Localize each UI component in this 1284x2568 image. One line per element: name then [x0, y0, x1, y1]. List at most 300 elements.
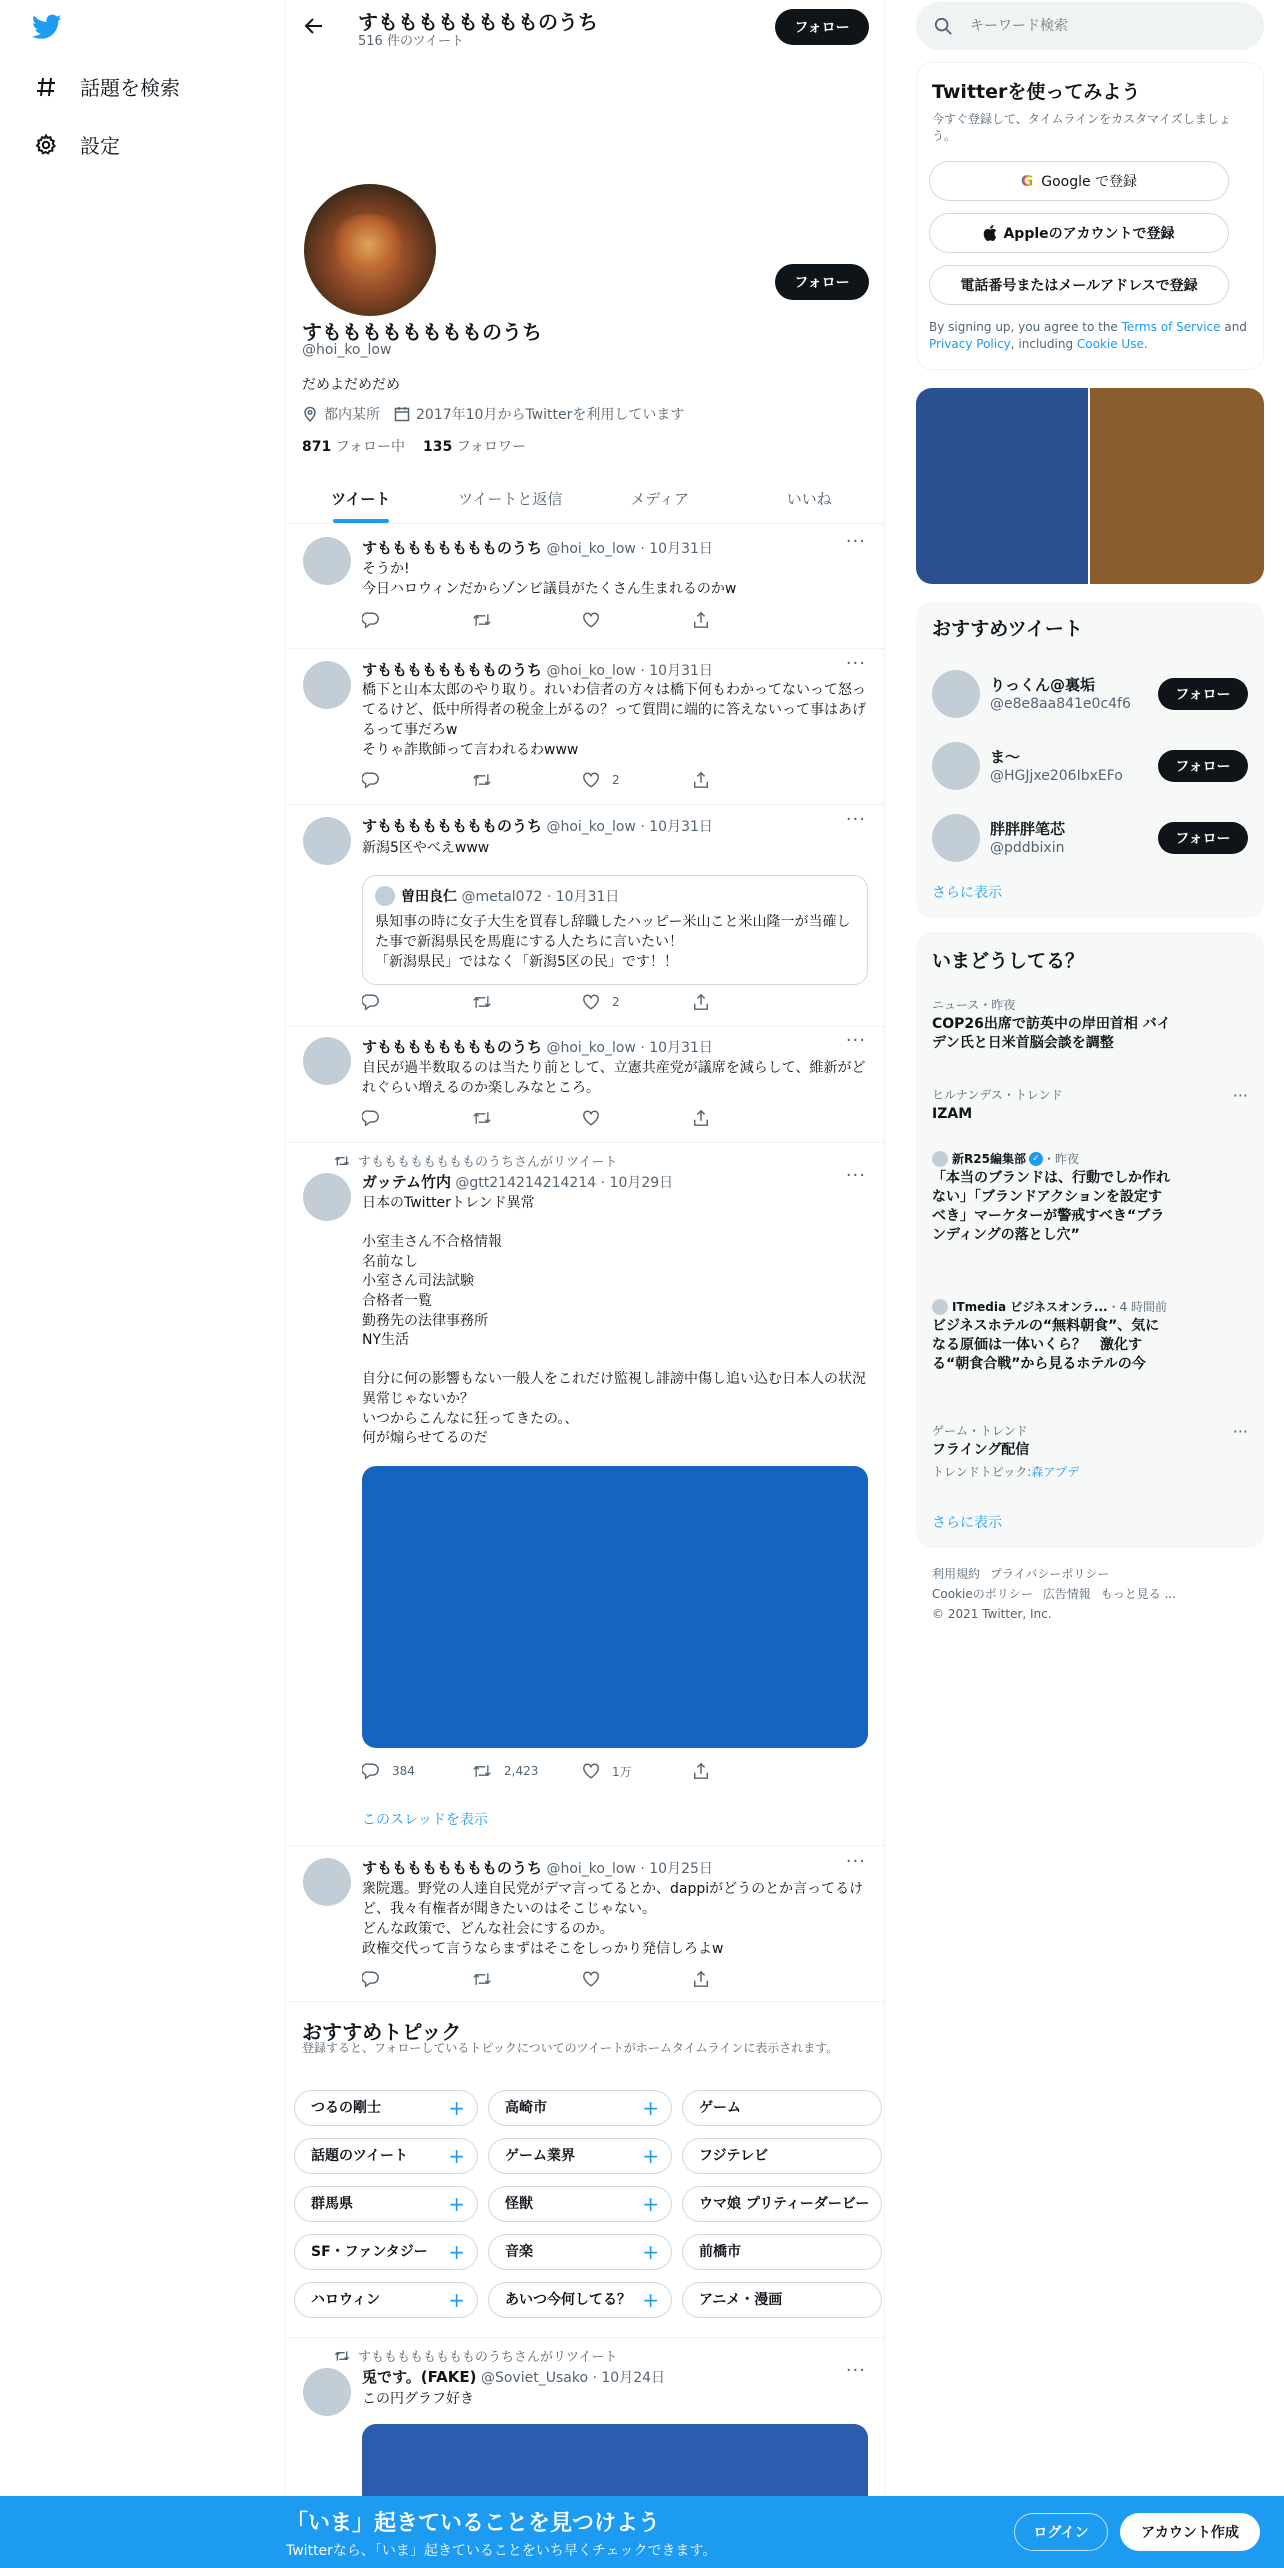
- trend-title: COP26出席で訪英中の岸田首相 バイデン氏と日米首脳会談を調整: [932, 1016, 1171, 1051]
- quote-avatar: [375, 886, 395, 906]
- like-count: 2: [612, 773, 620, 787]
- like-button[interactable]: [582, 771, 692, 789]
- share-button[interactable]: [692, 611, 802, 629]
- search-input[interactable]: [970, 14, 1240, 38]
- topic-chip[interactable]: [488, 2138, 672, 2174]
- topics-title: おすすめトピック: [302, 2020, 462, 2044]
- profile-name: すもももももももものうち: [302, 320, 542, 344]
- retweet-button[interactable]: [472, 1762, 582, 1780]
- profile-location: 都内某所: [324, 407, 380, 423]
- back-arrow-icon[interactable]: [304, 16, 324, 40]
- reply-button[interactable]: [362, 771, 472, 789]
- quote-text: 県知事の時に女子大生を買春し辞職したハッピー米山こと米山隆一が当確した事で新潟県民を馬鹿にする人たちに言いたい！ 「新潟県民」ではなく「新潟5区の民」です！！: [375, 914, 851, 970]
- trends-title: いまどうしてる？: [932, 950, 1085, 972]
- footer-links: [932, 1564, 1252, 1624]
- trend-topic-link[interactable]: 森アプデ: [1031, 1465, 1080, 1479]
- reply-icon: [362, 1109, 380, 1127]
- share-icon: [692, 1109, 710, 1127]
- recommended-title: おすすめツイート: [932, 618, 1083, 640]
- plus-icon[interactable]: +: [642, 2240, 659, 2264]
- plus-icon[interactable]: +: [448, 2288, 465, 2312]
- retweet-button[interactable]: [472, 1109, 582, 1127]
- trend-meta: ニュース・昨夜: [932, 998, 1016, 1012]
- share-icon: [692, 1762, 710, 1780]
- topic-chip[interactable]: [488, 2090, 672, 2126]
- apple-icon: [983, 225, 997, 241]
- bottom-signup-bar: [0, 2496, 1284, 2568]
- profile-bio: だめよだめだめ: [302, 377, 400, 393]
- signup-panel: [916, 62, 1264, 370]
- header-tweet-count: 516 件のツイート: [358, 34, 465, 49]
- trend-item[interactable]: [932, 1298, 1248, 1374]
- footer-cookie-link[interactable]: Cookieのポリシー: [932, 1587, 1033, 1601]
- retweet-icon: [472, 1970, 492, 1988]
- retweet-label: [334, 1151, 617, 1170]
- user-follow-button[interactable]: フォロー: [1158, 678, 1248, 710]
- like-button[interactable]: [582, 1970, 692, 1988]
- trends-more-link[interactable]: さらに表示: [932, 1515, 1002, 1531]
- topic-label: ゲーム: [699, 2100, 741, 2116]
- media-thumb[interactable]: [916, 388, 1088, 584]
- trend-meta: [932, 1298, 1248, 1315]
- retweet-icon: [334, 2349, 350, 2363]
- user-avatar[interactable]: [932, 742, 980, 790]
- share-icon: [692, 611, 710, 629]
- trend-meta: ヒルナンデス・トレンド: [932, 1088, 1063, 1102]
- like-count: 2: [612, 995, 620, 1009]
- tweet-text: 衆院選。野党の人達自民党がデマ言ってるとか、dappiがどうのとか言ってるけど、我々有権者が聞きたいのはそこじゃない。 どんな政策で、どんな社会にするのか。 政権交代って言うならまずはそこをしっかり発信しろよw: [362, 1881, 864, 1957]
- google-icon: G: [1020, 172, 1034, 190]
- reply-icon: [362, 1970, 380, 1988]
- topic-label: 怪獣: [505, 2196, 533, 2212]
- tab-tweets[interactable]: ツイート: [286, 478, 436, 523]
- topic-label: 前橋市: [699, 2244, 741, 2260]
- user-handle: @e8e8aa841e0c4f6: [990, 696, 1131, 712]
- profile-stats: [302, 436, 526, 456]
- tweet-handle: @hoi_ko_low: [546, 663, 636, 679]
- topic-chip[interactable]: [682, 2090, 882, 2126]
- tweet-card[interactable]: [286, 649, 884, 805]
- plus-icon[interactable]: +: [448, 2192, 465, 2216]
- retweet-button[interactable]: [472, 611, 582, 629]
- phone-signup-label: 電話番号またはメールアドレスで登録: [960, 278, 1198, 294]
- quoted-tweet[interactable]: [362, 875, 868, 985]
- heart-icon: [582, 611, 600, 629]
- tweet-card[interactable]: [286, 525, 884, 649]
- recommended-more-link[interactable]: さらに表示: [932, 885, 1002, 901]
- trend-item[interactable]: [932, 1086, 1248, 1124]
- plus-icon[interactable]: +: [642, 2192, 659, 2216]
- user-name: 胖胖胖笔芯: [990, 820, 1066, 838]
- topic-chip[interactable]: [488, 2234, 672, 2270]
- retweet-icon: [472, 1109, 492, 1127]
- plus-icon[interactable]: +: [448, 2096, 465, 2120]
- trend-title: フライング配信: [932, 1442, 1030, 1458]
- heart-icon: [582, 1970, 600, 1988]
- tweet-avatar[interactable]: [303, 1173, 351, 1221]
- user-avatar[interactable]: [932, 814, 980, 862]
- share-button[interactable]: [692, 993, 802, 1011]
- reply-icon: [362, 771, 380, 789]
- tweet-text: この円グラフ好き: [362, 2391, 474, 2407]
- footer-privacy-link[interactable]: プライバシーポリシー: [990, 1567, 1110, 1581]
- share-button[interactable]: [692, 771, 802, 789]
- tweet-handle: @hoi_ko_low: [546, 1040, 636, 1056]
- quote-date: 10月31日: [555, 889, 620, 905]
- reply-button[interactable]: [362, 1109, 472, 1127]
- tweet-handle: @gtt214214214214: [455, 1175, 597, 1191]
- tweet-date-sep: ·: [588, 2370, 602, 2386]
- tweet-date[interactable]: 10月25日: [649, 1861, 713, 1877]
- tweet-date[interactable]: 10月31日: [649, 819, 713, 835]
- tweet-date[interactable]: 10月29日: [609, 1175, 674, 1191]
- recommended-panel: [916, 602, 1264, 918]
- topic-label: SF・ファンタジー: [311, 2244, 428, 2260]
- more-icon[interactable]: ···: [845, 1165, 866, 1186]
- like-count: 1万: [612, 1764, 632, 1779]
- tweet-card[interactable]: [286, 1846, 884, 2002]
- topic-label: 音楽: [505, 2244, 533, 2260]
- tweet-header: [362, 1171, 673, 1192]
- user-avatar[interactable]: [932, 670, 980, 718]
- tweet-avatar[interactable]: [303, 2368, 351, 2416]
- tweet-date[interactable]: 10月31日: [649, 1040, 713, 1056]
- gear-icon: [34, 133, 58, 157]
- trend-thumbnail: [1180, 1172, 1248, 1240]
- source-avatar: [932, 1151, 948, 1167]
- retweet-button[interactable]: [472, 1970, 582, 1988]
- recommended-user[interactable]: [916, 662, 1264, 726]
- user-name: りっくん@裏垢: [990, 676, 1096, 694]
- apple-signup-label: Appleのアカウントで登録: [1003, 226, 1175, 242]
- tweet-media[interactable]: [362, 1466, 868, 1748]
- signup-title: Twitterを使ってみよう: [932, 81, 1141, 103]
- user-handle: @HGJjxe206IbxEFo: [990, 768, 1123, 784]
- terms-and: and: [1220, 320, 1247, 334]
- retweet-button[interactable]: [472, 993, 582, 1011]
- tweet-actions: [362, 1109, 802, 1127]
- followers-link[interactable]: [423, 436, 526, 456]
- share-button[interactable]: [692, 1109, 802, 1127]
- nav-settings-label: 設定: [80, 134, 120, 158]
- share-icon: [692, 993, 710, 1011]
- header-name: すもももももももものうち: [358, 10, 598, 34]
- recommended-user[interactable]: [916, 734, 1264, 798]
- verified-icon: ✓: [1029, 1152, 1043, 1166]
- tweet-actions: [362, 1970, 802, 1988]
- topic-chip[interactable]: [682, 2138, 882, 2174]
- more-icon[interactable]: ···: [845, 1851, 866, 1872]
- profile-column: [285, 0, 885, 2568]
- terms-including: , including: [1010, 337, 1077, 351]
- topic-label: つるの剛士: [311, 2100, 381, 2116]
- more-icon[interactable]: ···: [845, 1030, 866, 1051]
- twitter-logo-icon[interactable]: [32, 14, 62, 44]
- heart-icon: [582, 993, 600, 1011]
- user-handle: @pddbixin: [990, 840, 1065, 856]
- profile-follow-button[interactable]: フォロー: [775, 264, 869, 300]
- reply-icon: [362, 611, 380, 629]
- cookie-link[interactable]: Cookie Use: [1076, 337, 1144, 351]
- calendar-icon: [394, 406, 410, 422]
- retweet-label-text: すもももももももものうちさんがリツイート: [358, 2350, 618, 2365]
- tweet-actions: [362, 611, 802, 629]
- retweet-count: 2,423: [504, 1764, 539, 1778]
- tweet-text: 自民が過半数取るのは当たり前として、立憲共産党が議席を減らして、維新がどれぐらい増えるのか楽しみなところ。: [362, 1060, 866, 1096]
- tweet-actions: [362, 771, 802, 789]
- trend-title: 「本当のブランドは、行動でしか作れない」「ブランドアクションを設定すべき」マーケターが警戒すべき“ブランディングの落とし穴”: [932, 1170, 1170, 1243]
- google-signup-label: Google で登録: [1041, 174, 1138, 190]
- topic-chip[interactable]: [294, 2090, 478, 2126]
- topic-label: あいつ今何してる？: [505, 2292, 631, 2308]
- trend-time: ・昨夜: [1042, 1152, 1079, 1166]
- plus-icon[interactable]: +: [642, 2096, 659, 2120]
- tweet-date-sep: ·: [596, 1175, 610, 1191]
- following-link[interactable]: [302, 436, 405, 456]
- nav-explore-label: 話題を検索: [80, 76, 180, 100]
- tweet-header: [362, 537, 713, 558]
- reply-icon: [362, 1762, 380, 1780]
- plus-icon[interactable]: +: [642, 2144, 659, 2168]
- trend-meta: [932, 1150, 1248, 1167]
- footer-terms-link[interactable]: 利用規約: [932, 1567, 981, 1581]
- tweet-date[interactable]: 10月31日: [649, 541, 713, 557]
- tweet-header: [362, 2366, 665, 2387]
- topic-chip[interactable]: [294, 2234, 478, 2270]
- hashtag-icon: [34, 75, 58, 99]
- quote-header: [401, 886, 619, 906]
- tweet-date-sep: ·: [635, 819, 650, 835]
- trend-time: ・4 時間前: [1107, 1300, 1168, 1314]
- topic-label: フジテレビ: [699, 2148, 769, 2164]
- profile-meta: [302, 404, 684, 424]
- like-button[interactable]: [582, 993, 692, 1011]
- topic-chip[interactable]: [294, 2138, 478, 2174]
- more-icon[interactable]: ···: [845, 809, 866, 830]
- topic-label: 話題のツイート: [311, 2148, 409, 2164]
- reply-count: 384: [392, 1764, 415, 1778]
- tweet-author-name[interactable]: すもももももももものうち: [362, 1038, 543, 1056]
- tweet-handle: @hoi_ko_low: [546, 1861, 636, 1877]
- reply-button[interactable]: [362, 1970, 472, 1988]
- tab-media[interactable]: メディア: [630, 490, 690, 508]
- topic-chip[interactable]: [294, 2282, 478, 2318]
- share-button[interactable]: [692, 1970, 802, 1988]
- tweet-date-sep: ·: [635, 1040, 650, 1056]
- tweet-avatar[interactable]: [303, 661, 351, 709]
- tweet-text: 日本のTwitterトレンド異常 小室圭さん不合格情報 名前なし 小室さん司法試験 合格者一覧 勤務先の法律事務所 NY生活 自分に何の影響もない一般人をこれだけ監視し誹謗中傷し追い込む日本人の状況異常じゃないか？ いつからこんなに狂ってきたの。、 何が煽らせてるのだ: [362, 1195, 866, 1447]
- retweet-icon: [472, 993, 492, 1011]
- tweet-card[interactable]: [286, 1027, 884, 1143]
- tweet-author-name[interactable]: すもももももももものうち: [362, 1859, 543, 1877]
- profile-tabs: [286, 478, 884, 524]
- retweet-icon: [334, 1154, 350, 1168]
- profile-avatar[interactable]: [300, 180, 440, 320]
- tweet-card[interactable]: [286, 805, 884, 1027]
- bottom-subtitle: Twitterなら、「いま」起きていることをいち早くチェックできます。: [286, 2543, 717, 2559]
- phone-signup-button[interactable]: [929, 265, 1229, 305]
- trend-title: IZAM: [932, 1106, 973, 1122]
- terms-link[interactable]: Terms of Service: [1121, 320, 1221, 334]
- quote-handle: @metal072: [461, 889, 543, 905]
- profile-banner: [286, 56, 884, 186]
- tweet-avatar[interactable]: [303, 1037, 351, 1085]
- signup-account-button[interactable]: アカウント作成: [1120, 2513, 1260, 2551]
- tweet-date[interactable]: 10月24日: [601, 2370, 666, 2386]
- tweet-author-name[interactable]: ガッテム竹内: [362, 1173, 451, 1191]
- apple-signup-button[interactable]: [929, 213, 1229, 253]
- topic-label: 高崎市: [505, 2100, 547, 2116]
- topic-chip[interactable]: [488, 2282, 672, 2318]
- heart-icon: [582, 771, 600, 789]
- tweet-date-sep: ·: [635, 541, 650, 557]
- tweet-avatar[interactable]: [303, 537, 351, 585]
- recommended-user[interactable]: [916, 806, 1264, 870]
- profile-handle: @hoi_ko_low: [302, 342, 392, 358]
- user-follow-button[interactable]: フォロー: [1158, 822, 1248, 854]
- login-button[interactable]: ログイン: [1014, 2513, 1108, 2551]
- trend-item[interactable]: [932, 1422, 1248, 1480]
- more-icon[interactable]: ···: [845, 653, 866, 674]
- heart-icon: [582, 1762, 600, 1780]
- following-count: 871: [302, 439, 332, 455]
- like-button[interactable]: [582, 1762, 692, 1780]
- tweet-header: [362, 659, 713, 680]
- topic-label: 群馬県: [311, 2196, 353, 2212]
- tweet-text: 新潟5区やべえwww: [362, 840, 490, 856]
- topic-chip[interactable]: [682, 2186, 882, 2222]
- tab-tweets-replies[interactable]: ツイートと返信: [458, 490, 563, 508]
- topic-label: ゲーム業界: [505, 2148, 575, 2164]
- user-follow-button[interactable]: フォロー: [1158, 750, 1248, 782]
- show-thread-link[interactable]: このスレッドを表示: [362, 1812, 488, 1828]
- terms-prefix: By signing up, you agree to the: [929, 320, 1122, 334]
- plus-icon[interactable]: +: [448, 2240, 465, 2264]
- share-icon: [692, 771, 710, 789]
- like-button[interactable]: [582, 1109, 692, 1127]
- retweet-icon: [472, 611, 492, 629]
- bottom-title: 「いま」起きていることを見つけよう: [286, 2511, 661, 2536]
- media-thumb[interactable]: [1090, 388, 1264, 584]
- tweet-date[interactable]: 10月31日: [649, 663, 713, 679]
- trend-source: 新R25編集部: [952, 1152, 1026, 1166]
- trend-item[interactable]: [932, 996, 1248, 1053]
- trend-thumbnail: [1180, 1320, 1248, 1388]
- trend-meta: ゲーム・トレンド: [932, 1424, 1028, 1438]
- nav-settings[interactable]: [34, 130, 120, 159]
- share-button[interactable]: [692, 1762, 802, 1780]
- retweet-label: [334, 2346, 617, 2365]
- media-preview-grid: [916, 388, 1264, 584]
- more-icon[interactable]: ···: [845, 2360, 866, 2381]
- tab-likes[interactable]: いいね: [786, 490, 832, 508]
- topic-label: ウマ娘 プリティーダービー: [699, 2196, 870, 2212]
- footer-ads-link[interactable]: 広告情報: [1042, 1587, 1091, 1601]
- tweet-author-name[interactable]: 兎です。(FAKE): [362, 2368, 477, 2386]
- tweet-text: そうか! 今日ハロウィンだからゾンビ議員がたくさん生まれるのかw: [362, 561, 737, 597]
- tweet-card[interactable]: [286, 1143, 884, 1846]
- topic-chip[interactable]: [682, 2282, 882, 2318]
- heart-icon: [582, 1109, 600, 1127]
- trend-item[interactable]: [932, 1150, 1248, 1245]
- source-avatar: [932, 1299, 948, 1315]
- privacy-link[interactable]: Privacy Policy: [929, 337, 1011, 351]
- share-icon: [692, 1970, 710, 1988]
- quote-date-sep: ·: [542, 889, 556, 905]
- tweet-actions: [362, 993, 802, 1011]
- followers-label: フォロワー: [456, 439, 526, 455]
- trend-topic-prefix: トレンドトピック:: [932, 1465, 1032, 1479]
- tweet-author-name[interactable]: すもももももももものうち: [362, 817, 543, 835]
- google-signup-button[interactable]: [929, 161, 1229, 201]
- following-label: フォロー中: [335, 439, 405, 455]
- more-icon[interactable]: ···: [1232, 1086, 1248, 1105]
- reply-button[interactable]: [362, 1762, 472, 1780]
- tweet-author-name[interactable]: すもももももももものうち: [362, 661, 543, 679]
- more-icon[interactable]: ···: [1232, 1422, 1248, 1441]
- tweet-header: [362, 1036, 713, 1057]
- retweet-label-text: すもももももももものうちさんがリツイート: [358, 1155, 618, 1170]
- retweet-icon: [472, 1762, 492, 1780]
- followers-count: 135: [423, 439, 453, 455]
- tweet-avatar[interactable]: [303, 817, 351, 865]
- like-button[interactable]: [582, 611, 692, 629]
- topic-chip[interactable]: [294, 2186, 478, 2222]
- tweet-date-sep: ·: [635, 663, 650, 679]
- header-follow-button[interactable]: フォロー: [775, 9, 869, 45]
- tweet-header: [362, 815, 713, 836]
- profile-joined: 2017年10月からTwitterを利用しています: [416, 407, 685, 423]
- tweet-author-name[interactable]: すもももももももものうち: [362, 539, 543, 557]
- topics-subtitle: 登録すると、フォローしているトピックについてのツイートがホームタイムラインに表示されます。: [302, 2041, 839, 2055]
- trend-source: ITmedia ビジネスオンラ...: [952, 1300, 1108, 1314]
- nav-explore[interactable]: [34, 72, 180, 101]
- topic-chip[interactable]: [682, 2234, 882, 2270]
- retweet-icon: [472, 771, 492, 789]
- tweet-handle: @Soviet_Usako: [480, 2370, 589, 2386]
- topic-label: ハロウィン: [311, 2292, 381, 2308]
- tweet-handle: @hoi_ko_low: [546, 819, 636, 835]
- signup-subtitle: 今すぐ登録して、タイムラインをカスタマイズしましょう。: [932, 112, 1231, 143]
- reply-button[interactable]: [362, 993, 472, 1011]
- plus-icon[interactable]: +: [448, 2144, 465, 2168]
- footer-more-link[interactable]: もっと見る ...: [1100, 1587, 1177, 1601]
- retweet-button[interactable]: [472, 771, 582, 789]
- plus-icon[interactable]: +: [642, 2288, 659, 2312]
- search-box[interactable]: [916, 2, 1264, 50]
- tweet-text: 橋下と山本太郎のやり取り。れいわ信者の方々は橋下何もわかってないって怒ってるけど、低中所得者の税金上がるの？って質問に端的に答えないって事はあげるって事だろw そりゃ詐欺師って言われるわwww: [362, 682, 866, 758]
- reply-icon: [362, 993, 380, 1011]
- tweet-actions: [362, 1762, 802, 1780]
- search-icon: [934, 17, 952, 35]
- topic-chip[interactable]: [488, 2186, 672, 2222]
- tweet-header: [362, 1857, 713, 1878]
- reply-button[interactable]: [362, 611, 472, 629]
- location-icon: [302, 406, 318, 422]
- user-name: ま～: [990, 748, 1021, 766]
- tweet-handle: @hoi_ko_low: [546, 541, 636, 557]
- signup-terms: [929, 319, 1253, 353]
- more-icon[interactable]: ···: [845, 531, 866, 552]
- quote-author-name: 曽田良仁: [401, 889, 457, 905]
- terms-end: .: [1143, 337, 1148, 351]
- topics-section: [286, 2002, 884, 2338]
- tweet-avatar[interactable]: [303, 1858, 351, 1906]
- trends-panel: [916, 932, 1264, 1548]
- footer-copyright: © 2021 Twitter, Inc.: [932, 1607, 1052, 1621]
- trend-topic: [932, 1463, 1248, 1480]
- trend-title: ビジネスホテルの“無料朝食”、気になる原価は一体いくら？ 激化する“朝食合戦”から見るホテルの今: [932, 1318, 1160, 1372]
